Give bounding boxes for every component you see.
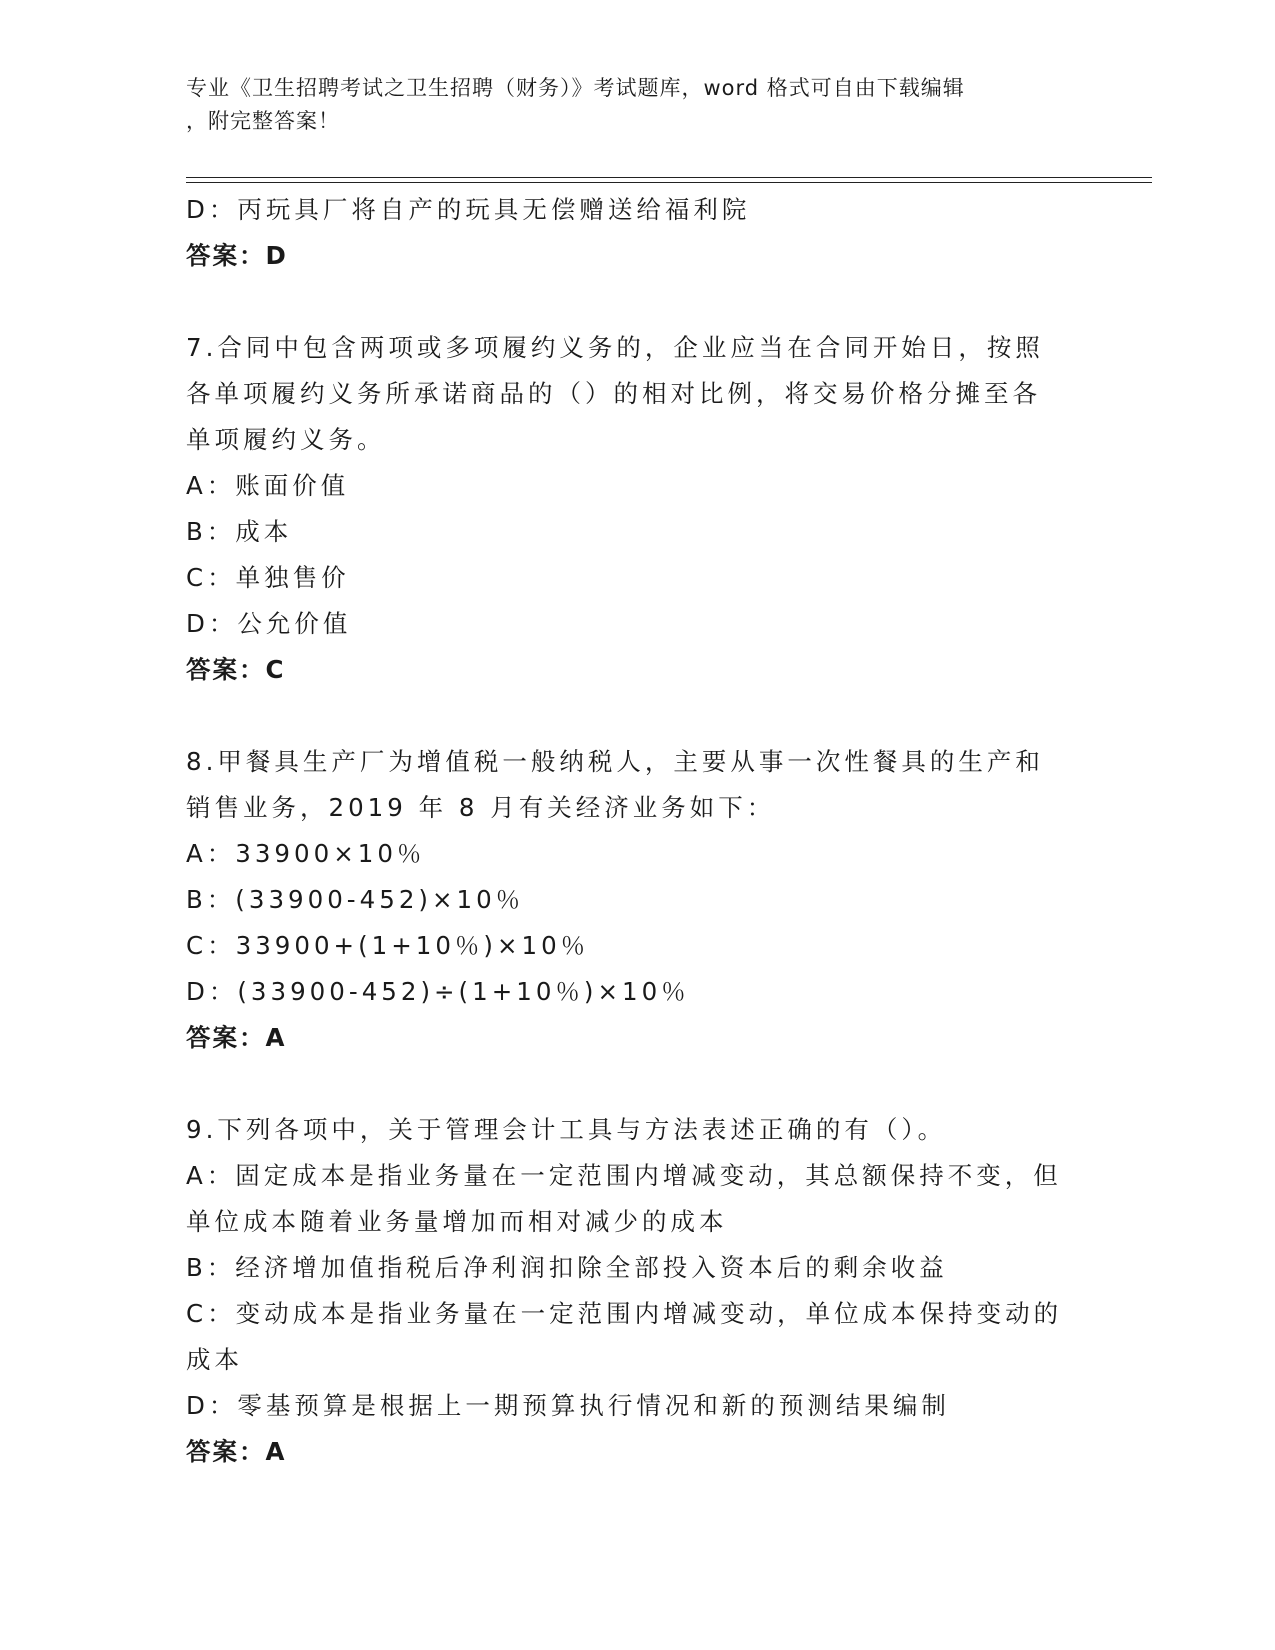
option-a: A：账面价值: [186, 471, 350, 500]
prev-answer: 答案：D: [186, 241, 288, 270]
header-line-1: 专业《卫生招聘考试之卫生招聘（财务）》考试题库，word 格式可自由下载编辑: [186, 76, 965, 100]
document-body: [186, 187, 1086, 1475]
spacer: [186, 1061, 1086, 1107]
question-stem-line: 单项履约义务。: [186, 425, 386, 454]
answer: 答案：A: [186, 1437, 287, 1466]
question-stem-line: 9.下列各项中，关于管理会计工具与方法表述正确的有（）。: [186, 1115, 947, 1144]
header-line-2: ，附完整答案！: [186, 109, 340, 133]
option-a-continued: 单位成本随着业务量增加而相对减少的成本: [186, 1207, 728, 1236]
question-8: [186, 739, 1086, 1061]
header-divider-bottom: [186, 182, 1152, 183]
option-c: C：单独售价: [186, 563, 350, 592]
question-stem-line: 各单项履约义务所承诺商品的（）的相对比例，将交易价格分摊至各: [186, 379, 1041, 408]
prev-option-d: D：丙玩具厂将自产的玩具无偿赠送给福利院: [186, 195, 751, 224]
answer: 答案：A: [186, 1023, 287, 1052]
option-b: B：(33900-452)×10％: [186, 885, 525, 914]
option-b: B：成本: [186, 517, 293, 546]
spacer: [186, 693, 1086, 739]
option-c: C：变动成本是指业务量在一定范围内增减变动，单位成本保持变动的: [186, 1299, 1063, 1328]
option-d: D：公允价值: [186, 609, 352, 638]
spacer: [186, 279, 1086, 325]
question-9: [186, 1107, 1086, 1475]
question-stem-line: 7.合同中包含两项或多项履约义务的，企业应当在合同开始日，按照: [186, 333, 1044, 362]
document-header: [186, 72, 1066, 138]
option-c: C：33900+(1+10％)×10％: [186, 931, 590, 960]
answer: 答案：C: [186, 655, 286, 684]
option-d: D：零基预算是根据上一期预算执行情况和新的预测结果编制: [186, 1391, 950, 1420]
question-stem-line: 8.甲餐具生产厂为增值税一般纳税人，主要从事一次性餐具的生产和: [186, 747, 1044, 776]
option-d: D：(33900-452)÷(1+10％)×10％: [186, 977, 690, 1006]
option-b: B：经济增加值指税后净利润扣除全部投入资本后的剩余收益: [186, 1253, 948, 1282]
option-a: A：33900×10％: [186, 839, 426, 868]
question-7: [186, 325, 1086, 693]
option-c-continued: 成本: [186, 1345, 243, 1374]
question-stem-line: 销售业务，2019 年 8 月有关经济业务如下：: [186, 793, 776, 822]
option-a: A：固定成本是指业务量在一定范围内增减变动，其总额保持不变，但: [186, 1161, 1062, 1190]
header-divider-top: [186, 177, 1152, 178]
